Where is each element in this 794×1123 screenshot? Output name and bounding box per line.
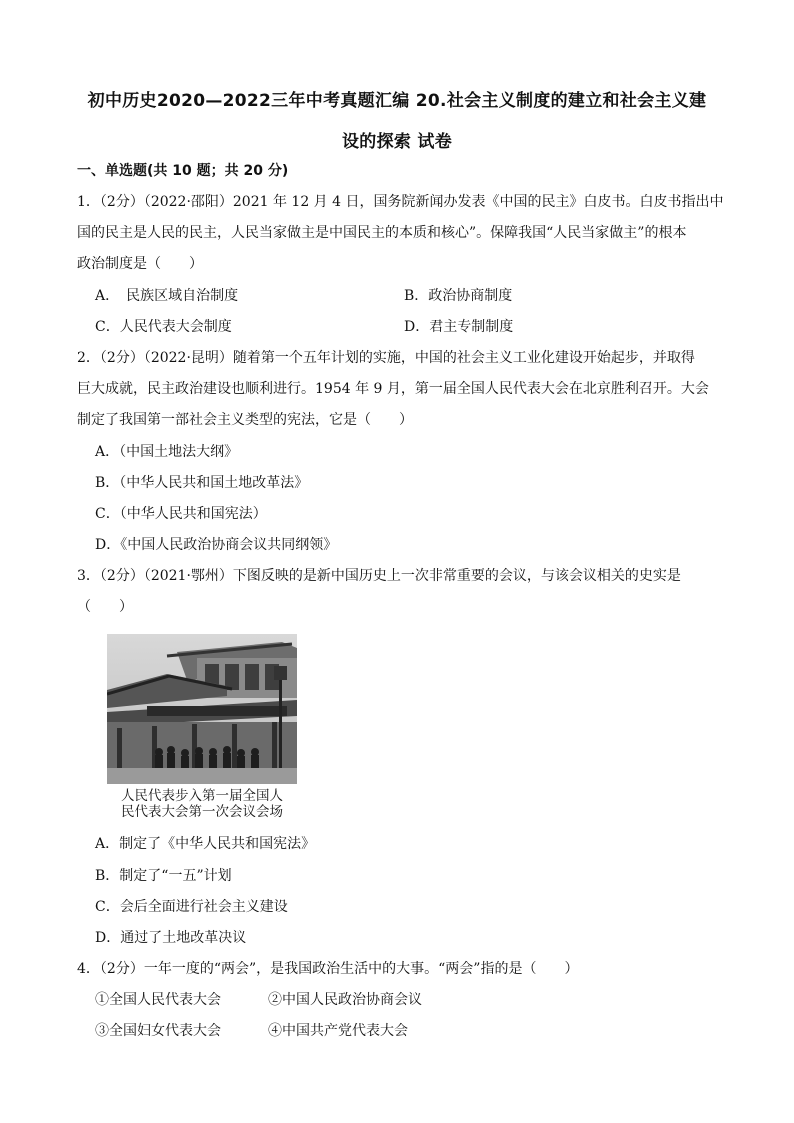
question-3-line-2: （ ）: [77, 599, 133, 615]
question-2-option-c[interactable]: C．（中华人民共和国宪法）: [95, 506, 267, 522]
question-3-line-1: 3．（2分）（2021·鄂州）下图反映的是新中国历史上一次非常重要的会议，与该会议相关的史实是: [77, 568, 681, 584]
page-title-line-1: 初中历史2020—2022三年中考真题汇编 20.社会主义制度的建立和社会主义建: [87, 91, 707, 111]
question-2-line-3: 制定了我国第一部社会主义类型的宪法，它是（ ）: [77, 412, 413, 428]
question-4-item-1[interactable]: ①全国人民代表大会: [95, 992, 221, 1008]
congress-hall-photo: [107, 634, 297, 820]
question-2-line-2: 巨大成就，民主政治建设也顺利进行。1954 年 9 月，第一届全国人民代表大会在北京胜利召开。大会: [77, 381, 709, 397]
question-1-line-3: 政治制度是（ ）: [77, 256, 203, 272]
question-2-option-a[interactable]: A．（中国土地法大纲》: [95, 444, 239, 460]
question-2-option-d[interactable]: D．《中国人民政治协商会议共同纲领》: [95, 537, 338, 553]
question-4-item-2[interactable]: ②中国人民政治协商会议: [268, 992, 422, 1008]
question-4-line-1: 4．（2分）一年一度的“两会”，是我国政治生活中的大事。“两会”指的是（ ）: [77, 961, 579, 977]
question-1-line-2: 国的民主是人民的民主，人民当家做主是中国民主的本质和核心”。保障我国“人民当家做主”的根本: [77, 225, 687, 241]
section-heading: 一、单选题(共 10 题；共 20 分): [77, 163, 289, 179]
question-2-option-b[interactable]: B．（中华人民共和国土地改革法》: [95, 475, 309, 491]
question-4-item-3[interactable]: ③全国妇女代表大会: [95, 1023, 221, 1039]
page-title-line-2: 设的探索 试卷: [341, 132, 453, 152]
question-1-option-d[interactable]: D．君主专制制度: [404, 319, 514, 335]
question-1-option-a[interactable]: A． 民族区域自治制度: [95, 288, 239, 304]
question-4-item-4[interactable]: ④中国共产党代表大会: [268, 1023, 408, 1039]
question-3-option-d[interactable]: D．通过了土地改革决议: [95, 930, 247, 946]
question-3-option-c[interactable]: C．会后全面进行社会主义建设: [95, 899, 288, 915]
photo-caption-line-2: 民代表大会第一次会议会场: [121, 804, 283, 820]
photo-caption-line-1: 人民代表步入第一届全国人: [121, 788, 283, 804]
question-3-option-a[interactable]: A．制定了《中华人民共和国宪法》: [95, 836, 316, 852]
question-1-option-c[interactable]: C．人民代表大会制度: [95, 319, 232, 335]
question-1-line-1: 1．（2分）（2022·邵阳）2021 年 12 月 4 日，国务院新闻办发表《中国的民主》白皮书。白皮书指出中: [77, 194, 724, 210]
question-3-option-b[interactable]: B．制定了“一五”计划: [95, 868, 232, 884]
question-2-line-1: 2．（2分）（2022·昆明）随着第一个五年计划的实施，中国的社会主义工业化建设开始起步，并取得: [77, 350, 695, 366]
photo-illustration: [107, 634, 297, 784]
question-1-option-b[interactable]: B．政治协商制度: [404, 288, 513, 304]
